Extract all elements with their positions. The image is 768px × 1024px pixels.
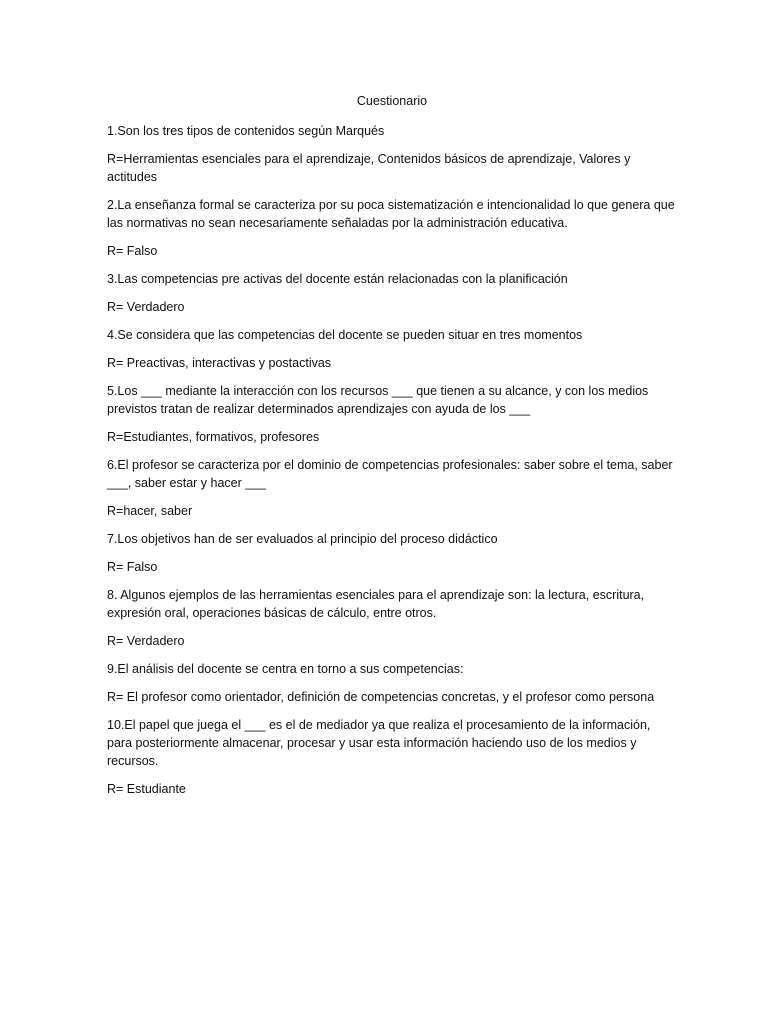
question-10: 10.El papel que juega el ___ es el de mediador ya que realiza el procesamiento de la información, para posteriormente almacenar, procesar y usar esta información haciendo uso de los medios y recursos. (107, 718, 651, 768)
answer-3: R= Verdadero (107, 300, 185, 314)
answer-9: R= El profesor como orientador, definición de competencias concretas, y el profesor como persona (107, 690, 655, 704)
answer-7: R= Falso (107, 560, 158, 574)
question-6: 6.El profesor se caracteriza por el dominio de competencias profesionales: saber sobre el tema, saber ___, saber estar y hacer ___ (107, 458, 673, 490)
answer-1: R=Herramientas esenciales para el aprendizaje, Contenidos básicos de aprendizaje, Valores y actitudes (107, 152, 631, 184)
answer-6: R=hacer, saber (107, 504, 193, 518)
question-9: 9.El análisis del docente se centra en torno a sus competencias: (107, 662, 464, 676)
question-4: 4.Se considera que las competencias del docente se pueden situar en tres momentos (107, 328, 583, 342)
question-8: 8. Algunos ejemplos de las herramientas esenciales para el aprendizaje son: la lectura, escritura, expresión oral, operaciones básicas de cálculo, entre otros. (107, 588, 645, 620)
answer-5: R=Estudiantes, formativos, profesores (107, 430, 320, 444)
answer-4: R= Preactivas, interactivas y postactivas (107, 356, 332, 370)
document-title: Cuestionario (356, 94, 428, 108)
question-1: 1.Son los tres tipos de contenidos según Marqués (107, 124, 385, 138)
question-7: 7.Los objetivos han de ser evaluados al principio del proceso didáctico (107, 532, 498, 546)
question-3: 3.Las competencias pre activas del docente están relacionadas con la planificación (107, 272, 568, 286)
answer-10: R= Estudiante (107, 782, 186, 796)
answer-2: R= Falso (107, 244, 158, 258)
question-5: 5.Los ___ mediante la interacción con los recursos ___ que tienen a su alcance, y con los medios previstos tratan de realizar determinados aprendizajes con ayuda de los ___ (107, 384, 649, 416)
question-2: 2.La enseñanza formal se caracteriza por su poca sistematización e intencionalidad lo que genera que las normativas no sean necesariamente señaladas por la administración educativa. (107, 198, 675, 230)
document-page (107, 94, 677, 808)
answer-8: R= Verdadero (107, 634, 185, 648)
